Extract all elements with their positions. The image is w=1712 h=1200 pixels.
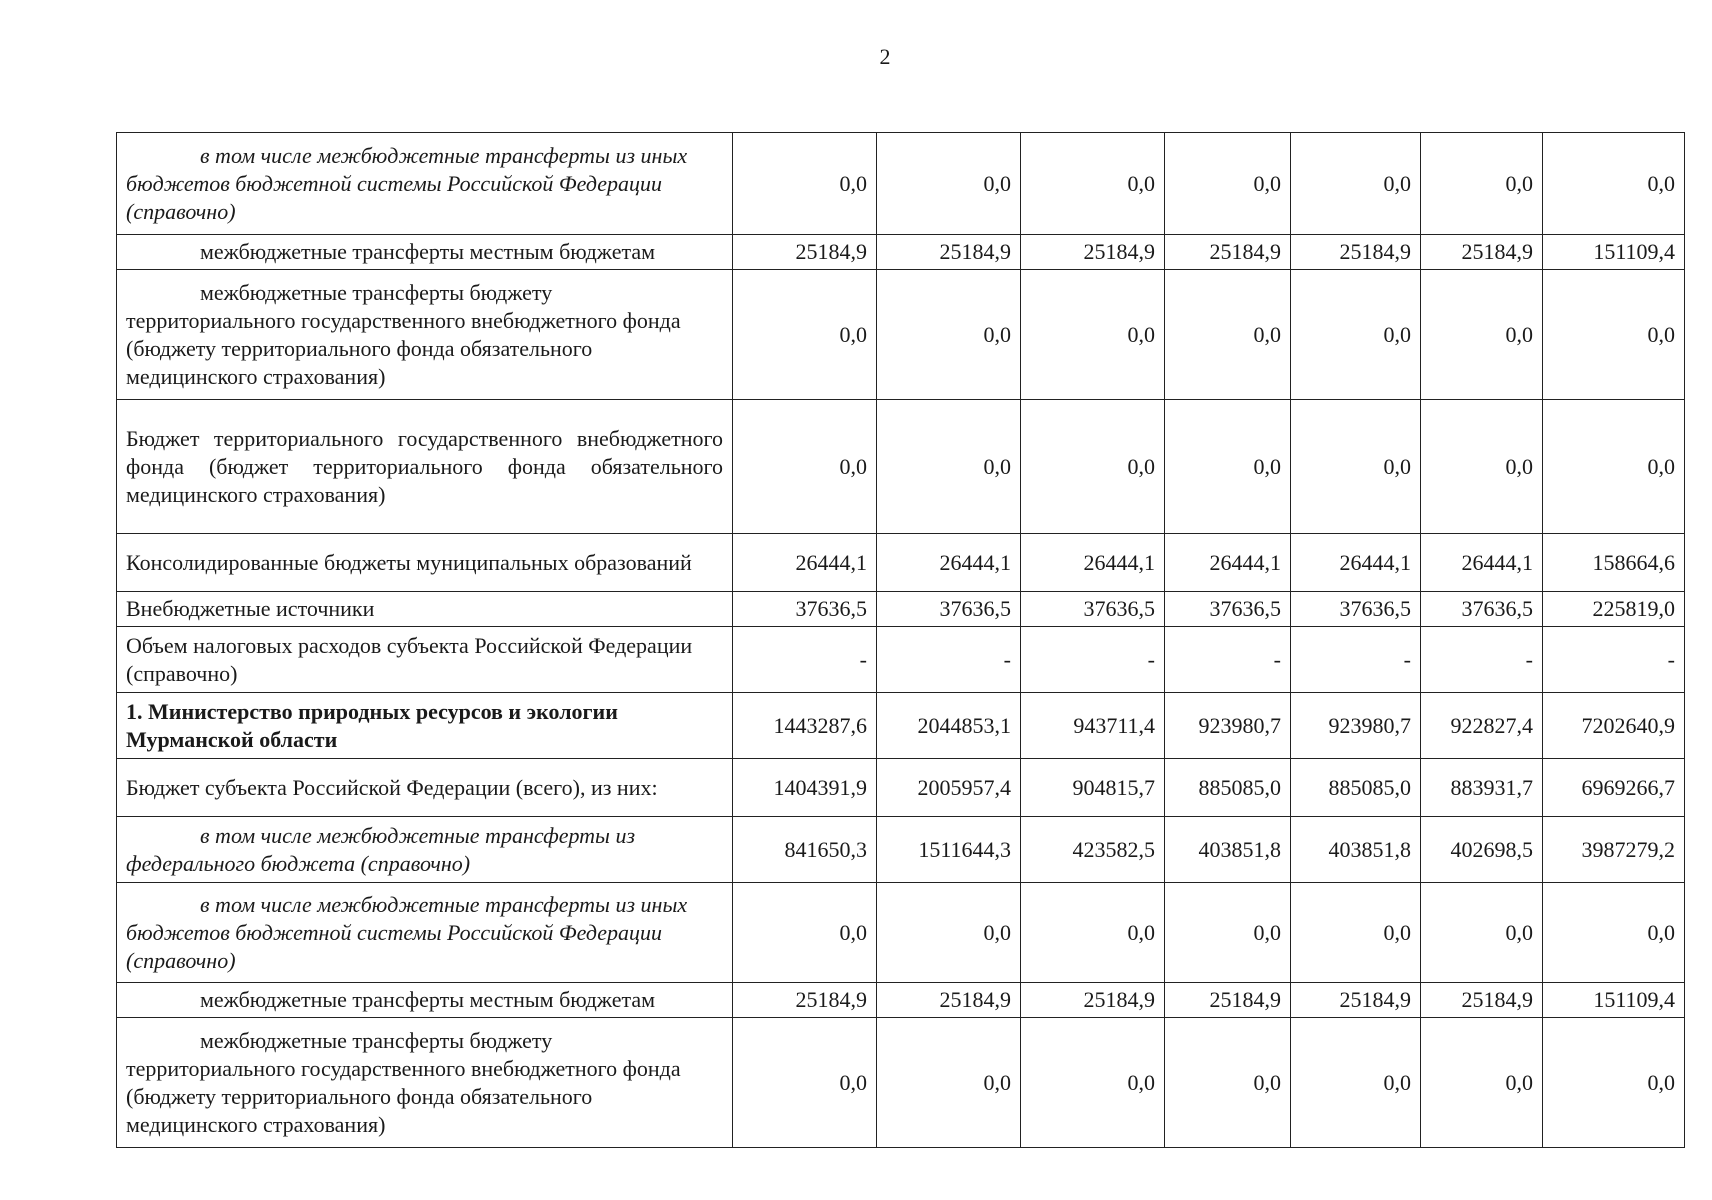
value-cell: 0,0 xyxy=(1165,400,1291,534)
value-cell: 26444,1 xyxy=(1165,534,1291,592)
table-row xyxy=(117,270,1685,400)
row-label-cell xyxy=(117,983,733,1018)
value-cell: 25184,9 xyxy=(1021,235,1165,270)
value-cell: 37636,5 xyxy=(1421,592,1543,627)
row-label: Бюджет субъекта Российской Федерации (всего), из них: xyxy=(126,774,658,800)
value-cell: 25184,9 xyxy=(1421,983,1543,1018)
row-label-cell xyxy=(117,400,733,534)
budget-table xyxy=(116,132,1685,1148)
value-cell: 904815,7 xyxy=(1021,759,1165,817)
value-cell: 0,0 xyxy=(1165,883,1291,983)
value-cell: - xyxy=(1543,627,1685,693)
value-cell: 25184,9 xyxy=(877,235,1021,270)
value-cell: - xyxy=(1021,627,1165,693)
value-cell: 151109,4 xyxy=(1543,983,1685,1018)
table-row xyxy=(117,627,1685,693)
value-cell: 0,0 xyxy=(1543,400,1685,534)
value-cell: - xyxy=(733,627,877,693)
value-cell: 0,0 xyxy=(1021,1018,1165,1148)
value-cell: 37636,5 xyxy=(1165,592,1291,627)
row-label: Консолидированные бюджеты муниципальных образований xyxy=(126,549,692,575)
value-cell: 1443287,6 xyxy=(733,693,877,759)
table-row xyxy=(117,592,1685,627)
value-cell: 25184,9 xyxy=(877,983,1021,1018)
value-cell: 0,0 xyxy=(1165,133,1291,235)
value-cell: - xyxy=(1421,627,1543,693)
value-cell: 3987279,2 xyxy=(1543,817,1685,883)
value-cell: 7202640,9 xyxy=(1543,693,1685,759)
value-cell: 403851,8 xyxy=(1165,817,1291,883)
value-cell: 885085,0 xyxy=(1291,759,1421,817)
value-cell: 25184,9 xyxy=(1165,983,1291,1018)
value-cell: 0,0 xyxy=(1421,883,1543,983)
value-cell: 2044853,1 xyxy=(877,693,1021,759)
value-cell: 158664,6 xyxy=(1543,534,1685,592)
value-cell: 423582,5 xyxy=(1021,817,1165,883)
value-cell: 0,0 xyxy=(877,1018,1021,1148)
row-label: межбюджетные трансферты местным бюджетам xyxy=(200,987,656,1012)
value-cell: 0,0 xyxy=(1421,1018,1543,1148)
table-row xyxy=(117,133,1685,235)
value-cell: 0,0 xyxy=(733,133,877,235)
value-cell: 0,0 xyxy=(1421,400,1543,534)
table-row xyxy=(117,759,1685,817)
row-label-cell xyxy=(117,627,733,693)
row-label-cell xyxy=(117,693,733,759)
value-cell: 841650,3 xyxy=(733,817,877,883)
table-row xyxy=(117,817,1685,883)
value-cell: 25184,9 xyxy=(1021,983,1165,1018)
value-cell: 26444,1 xyxy=(1291,534,1421,592)
value-cell: 25184,9 xyxy=(1421,235,1543,270)
value-cell: 0,0 xyxy=(1021,400,1165,534)
row-label-cell xyxy=(117,235,733,270)
value-cell: 25184,9 xyxy=(1165,235,1291,270)
value-cell: 923980,7 xyxy=(1291,693,1421,759)
value-cell: 0,0 xyxy=(733,270,877,400)
table-row xyxy=(117,693,1685,759)
row-label: в том числе межбюджетные трансферты из иных бюджетов бюджетной системы Российской Федерации (справочно) xyxy=(126,891,688,973)
value-cell: 0,0 xyxy=(733,883,877,983)
value-cell: 943711,4 xyxy=(1021,693,1165,759)
value-cell: 403851,8 xyxy=(1291,817,1421,883)
table-row xyxy=(117,534,1685,592)
row-label-cell xyxy=(117,592,733,627)
value-cell: 0,0 xyxy=(733,400,877,534)
row-label-cell xyxy=(117,817,733,883)
value-cell: 225819,0 xyxy=(1543,592,1685,627)
value-cell: 2005957,4 xyxy=(877,759,1021,817)
table-body xyxy=(117,133,1685,1148)
value-cell: 25184,9 xyxy=(1291,235,1421,270)
value-cell: - xyxy=(1291,627,1421,693)
row-label: Объем налоговых расходов субъекта Российской Федерации (справочно) xyxy=(126,632,693,686)
value-cell: 0,0 xyxy=(1543,270,1685,400)
row-label-cell xyxy=(117,534,733,592)
row-label: в том числе межбюджетные трансферты из иных бюджетов бюджетной системы Российской Федерации (справочно) xyxy=(126,142,688,224)
value-cell: 0,0 xyxy=(1291,883,1421,983)
row-label-cell xyxy=(117,1018,733,1148)
table-row xyxy=(117,235,1685,270)
value-cell: 0,0 xyxy=(1021,270,1165,400)
value-cell: 1511644,3 xyxy=(877,817,1021,883)
row-label-cell xyxy=(117,133,733,235)
row-label: межбюджетные трансферты местным бюджетам xyxy=(200,239,656,264)
value-cell: 0,0 xyxy=(1291,133,1421,235)
value-cell: 0,0 xyxy=(877,133,1021,235)
value-cell: 0,0 xyxy=(1291,1018,1421,1148)
row-label: в том числе межбюджетные трансферты из федерального бюджета (справочно) xyxy=(126,822,636,876)
value-cell: 0,0 xyxy=(1165,1018,1291,1148)
value-cell: 26444,1 xyxy=(1421,534,1543,592)
value-cell: 0,0 xyxy=(1421,270,1543,400)
value-cell: 26444,1 xyxy=(1021,534,1165,592)
value-cell: - xyxy=(1165,627,1291,693)
row-label: Бюджет территориального государственного внебюджетного фонда (бюджет территориального фонда обязательного медицинского страхования) xyxy=(126,425,723,507)
value-cell: 6969266,7 xyxy=(1543,759,1685,817)
row-label: межбюджетные трансферты бюджету территориального государственного внебюджетного фонда (бюджету территориального фонда обязательного медицинского страхования) xyxy=(126,1027,681,1137)
value-cell: 37636,5 xyxy=(733,592,877,627)
value-cell: 0,0 xyxy=(1543,883,1685,983)
value-cell: 0,0 xyxy=(1021,133,1165,235)
value-cell: 0,0 xyxy=(1291,400,1421,534)
row-label-cell xyxy=(117,883,733,983)
value-cell: 37636,5 xyxy=(1021,592,1165,627)
table-row xyxy=(117,1018,1685,1148)
row-label: Внебюджетные источники xyxy=(126,596,375,621)
page-number: 2 xyxy=(879,44,891,69)
value-cell: 402698,5 xyxy=(1421,817,1543,883)
table-row xyxy=(117,400,1685,534)
value-cell: 25184,9 xyxy=(733,983,877,1018)
value-cell: - xyxy=(877,627,1021,693)
value-cell: 0,0 xyxy=(733,1018,877,1148)
value-cell: 37636,5 xyxy=(1291,592,1421,627)
value-cell: 25184,9 xyxy=(1291,983,1421,1018)
value-cell: 0,0 xyxy=(1291,270,1421,400)
value-cell: 922827,4 xyxy=(1421,693,1543,759)
value-cell: 0,0 xyxy=(877,270,1021,400)
row-label: 1. Министерство природных ресурсов и экологии Мурманской области xyxy=(126,698,618,752)
value-cell: 0,0 xyxy=(1543,133,1685,235)
value-cell: 25184,9 xyxy=(733,235,877,270)
value-cell: 0,0 xyxy=(1165,270,1291,400)
value-cell: 885085,0 xyxy=(1165,759,1291,817)
value-cell: 923980,7 xyxy=(1165,693,1291,759)
value-cell: 0,0 xyxy=(1021,883,1165,983)
value-cell: 37636,5 xyxy=(877,592,1021,627)
value-cell: 26444,1 xyxy=(877,534,1021,592)
value-cell: 151109,4 xyxy=(1543,235,1685,270)
table-row xyxy=(117,983,1685,1018)
value-cell: 0,0 xyxy=(877,883,1021,983)
value-cell: 0,0 xyxy=(1421,133,1543,235)
value-cell: 0,0 xyxy=(877,400,1021,534)
row-label-cell xyxy=(117,270,733,400)
value-cell: 0,0 xyxy=(1543,1018,1685,1148)
value-cell: 1404391,9 xyxy=(733,759,877,817)
value-cell: 883931,7 xyxy=(1421,759,1543,817)
table-row xyxy=(117,883,1685,983)
value-cell: 26444,1 xyxy=(733,534,877,592)
row-label: межбюджетные трансферты бюджету территориального государственного внебюджетного фонда (бюджету территориального фонда обязательного медицинского страхования) xyxy=(126,279,681,389)
row-label-cell xyxy=(117,759,733,817)
